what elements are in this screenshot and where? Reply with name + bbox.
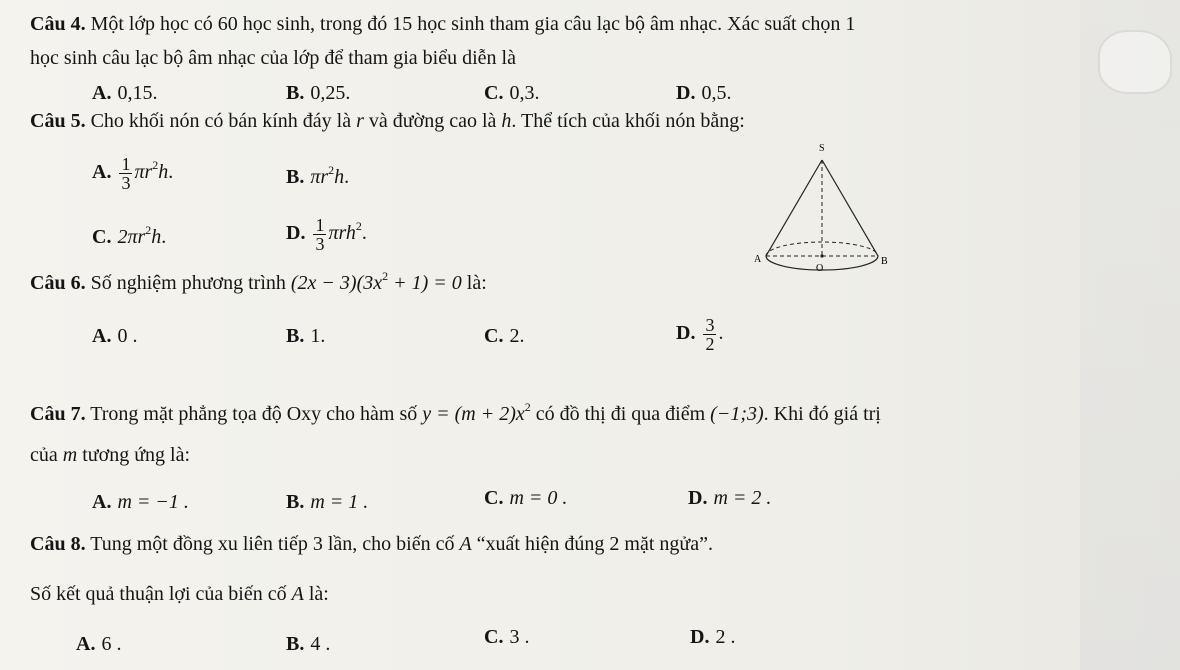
q5-option-d-label: D. xyxy=(286,222,306,245)
q8-var-a-2: A xyxy=(291,583,304,605)
q7-function-exp: 2 xyxy=(524,400,531,414)
q5-option-a-denominator: 3 xyxy=(121,173,131,193)
background-decoration xyxy=(1080,0,1180,670)
q5-option-b-expr: πr xyxy=(310,166,329,188)
q8-option-b xyxy=(286,634,330,654)
q4-option-a-label: A. xyxy=(92,82,112,104)
q6-option-d-denominator: 2 xyxy=(705,334,715,354)
q8-text-b: “xuất hiện đúng 2 mặt ngửa”. xyxy=(476,533,713,555)
q5-text-c: . Thể tích của khối nón bằng: xyxy=(511,110,745,132)
q7-option-c-value: m = 0 . xyxy=(509,487,568,509)
q4-option-c-label: C. xyxy=(484,82,504,104)
q6-equation: (2x − 3)(3x xyxy=(290,272,383,294)
q4-option-a-value: 0,15. xyxy=(117,82,158,104)
q8-option-d xyxy=(690,627,735,647)
q8-option-c-label: C. xyxy=(484,626,504,648)
q7-function: y = (m + 2)x xyxy=(422,403,525,425)
q5-var-r: r xyxy=(356,110,364,132)
q4-option-c-value: 0,3. xyxy=(509,82,540,104)
q5-var-h: h xyxy=(501,110,512,132)
q5-option-b-label: B. xyxy=(286,166,305,188)
q5-option-d-dot: . xyxy=(361,222,367,245)
q5-option-a-expr: πr xyxy=(134,161,153,184)
q5-option-d-expr: πrh xyxy=(328,222,356,245)
q6-option-a-label: A. xyxy=(92,325,112,347)
q5-label: Câu 5. xyxy=(30,110,86,132)
q5-text-b: và đường cao là xyxy=(368,110,497,132)
q7-line-1 xyxy=(30,401,881,424)
q6-equation-end: + 1) = 0 xyxy=(388,272,462,294)
q5-option-c-dot: . xyxy=(161,226,167,248)
q7-var-m: m xyxy=(62,444,78,466)
q6-text-b: là: xyxy=(466,272,487,294)
q5-option-a-dot: . xyxy=(168,161,174,184)
q7-option-b-value: m = 1 . xyxy=(310,491,369,513)
q7-line-2 xyxy=(30,445,190,465)
q7-label: Câu 7. xyxy=(30,403,86,425)
q5-option-b-h: h xyxy=(334,166,345,188)
q5-option-b-dot: . xyxy=(344,166,350,188)
q5-option-c-label: C. xyxy=(92,226,112,248)
q6-option-d-numerator: 3 xyxy=(705,315,715,335)
cone-left-slant xyxy=(766,160,822,256)
q5-option-b-exp: 2 xyxy=(328,163,335,177)
q7-text-b: có đồ thị đi qua điểm xyxy=(535,403,706,425)
q5-option-d-exp: 2 xyxy=(355,219,362,234)
q6-option-b-value: 1. xyxy=(310,325,326,347)
q7-option-c-label: C. xyxy=(484,487,504,509)
q7-option-d-value: m = 2 . xyxy=(713,487,772,509)
q7-option-b xyxy=(286,492,368,512)
cone-figure xyxy=(750,138,900,278)
q6-option-d-fraction xyxy=(703,316,716,353)
doodle-image xyxy=(1098,30,1172,94)
q4-option-b xyxy=(286,83,350,103)
q8-option-a-label: A. xyxy=(76,633,96,655)
q7-point: (−1;3) xyxy=(710,403,764,425)
q4-text-1: Một lớp học có 60 học sinh, trong đó 15 học sinh tham gia câu lạc bộ âm nhạc. Xác suất chọn 1 xyxy=(90,13,856,35)
q7-text-2: của xyxy=(30,444,58,466)
q6-option-d-dot: . xyxy=(718,322,724,345)
q7-option-b-label: B. xyxy=(286,491,305,513)
q7-text-3: tương ứng là: xyxy=(82,444,191,466)
q5-option-c-expr: 2πr xyxy=(117,226,146,248)
q7-option-d-label: D. xyxy=(688,487,708,509)
q6-option-d-label: D. xyxy=(676,322,696,345)
q6-equation-exp: 2 xyxy=(382,269,389,283)
q6-option-a xyxy=(92,326,137,346)
q4-line-1 xyxy=(30,14,855,34)
q7-text-a: Trong mặt phẳng tọa độ Oxy cho hàm số xyxy=(90,403,418,425)
q5-option-c-exp: 2 xyxy=(145,223,152,237)
q8-text-a: Tung một đồng xu liên tiếp 3 lần, cho biến cố xyxy=(90,533,455,555)
q8-option-a-value: 6 . xyxy=(101,633,122,655)
q6-option-c-value: 2. xyxy=(509,325,525,347)
q6-text-a: Số nghiệm phương trình xyxy=(90,272,286,294)
q5-option-a-label: A. xyxy=(92,161,112,184)
q6-option-b-label: B. xyxy=(286,325,305,347)
q6-option-b xyxy=(286,326,325,346)
q6-option-c xyxy=(484,326,524,346)
q5-option-d-numerator: 1 xyxy=(315,215,325,235)
q4-option-d-label: D. xyxy=(676,82,696,104)
q8-option-d-label: D. xyxy=(690,626,710,648)
q4-option-d-value: 0,5. xyxy=(701,82,732,104)
q7-option-c xyxy=(484,488,567,508)
q4-option-c xyxy=(484,83,539,103)
cone-label-a: A xyxy=(754,254,762,265)
q7-text-c: . Khi đó giá trị xyxy=(763,403,881,425)
cone-label-s: S xyxy=(819,143,825,154)
q8-var-a: A xyxy=(459,533,472,555)
q5-text-a: Cho khối nón có bán kính đáy là xyxy=(90,110,352,132)
q5-line-1 xyxy=(30,111,745,131)
q8-line-2 xyxy=(30,584,329,604)
q5-option-c-h: h xyxy=(151,226,162,248)
q5-option-a xyxy=(92,155,173,192)
q4-option-a xyxy=(92,83,157,103)
q8-option-c xyxy=(484,627,529,647)
q6-label: Câu 6. xyxy=(30,272,86,294)
q5-option-a-numerator: 1 xyxy=(121,154,131,174)
q8-text-2: Số kết quả thuận lợi của biến cố xyxy=(30,583,287,605)
cone-label-o: O xyxy=(816,263,824,274)
q8-option-b-value: 4 . xyxy=(310,633,331,655)
q7-option-a-value: m = −1 . xyxy=(117,491,189,513)
cone-center-dot xyxy=(820,254,823,257)
q8-text-3: là: xyxy=(308,583,329,605)
q5-option-b xyxy=(286,164,349,187)
q5-option-d-denominator: 3 xyxy=(315,234,325,254)
q4-option-b-label: B. xyxy=(286,82,305,104)
q6-option-d xyxy=(676,316,723,353)
q8-option-a xyxy=(76,634,121,654)
q4-line-2 xyxy=(30,48,516,68)
q8-label: Câu 8. xyxy=(30,533,86,555)
q4-text-2: học sinh câu lạc bộ âm nhạc của lớp để tham gia biểu diễn là xyxy=(30,47,516,69)
q5-option-d xyxy=(286,216,367,253)
q5-option-c xyxy=(92,224,166,247)
q7-option-d xyxy=(688,488,771,508)
q8-option-d-value: 2 . xyxy=(715,626,736,648)
q8-line-1 xyxy=(30,534,713,554)
q6-option-a-value: 0 . xyxy=(117,325,138,347)
q5-option-d-fraction xyxy=(313,216,326,253)
q7-option-a xyxy=(92,492,189,512)
q5-option-a-h: h xyxy=(158,161,169,184)
q4-option-b-value: 0,25. xyxy=(310,82,351,104)
q4-label: Câu 4. xyxy=(30,13,86,35)
q6-line-1 xyxy=(30,270,487,293)
q4-option-d xyxy=(676,83,731,103)
cone-label-b: B xyxy=(881,256,888,267)
q8-option-b-label: B. xyxy=(286,633,305,655)
q5-option-a-fraction xyxy=(119,155,132,192)
q5-option-a-exp: 2 xyxy=(152,158,159,173)
q6-option-c-label: C. xyxy=(484,325,504,347)
cone-right-slant xyxy=(822,160,878,256)
q8-option-c-value: 3 . xyxy=(509,626,530,648)
q7-option-a-label: A. xyxy=(92,491,112,513)
